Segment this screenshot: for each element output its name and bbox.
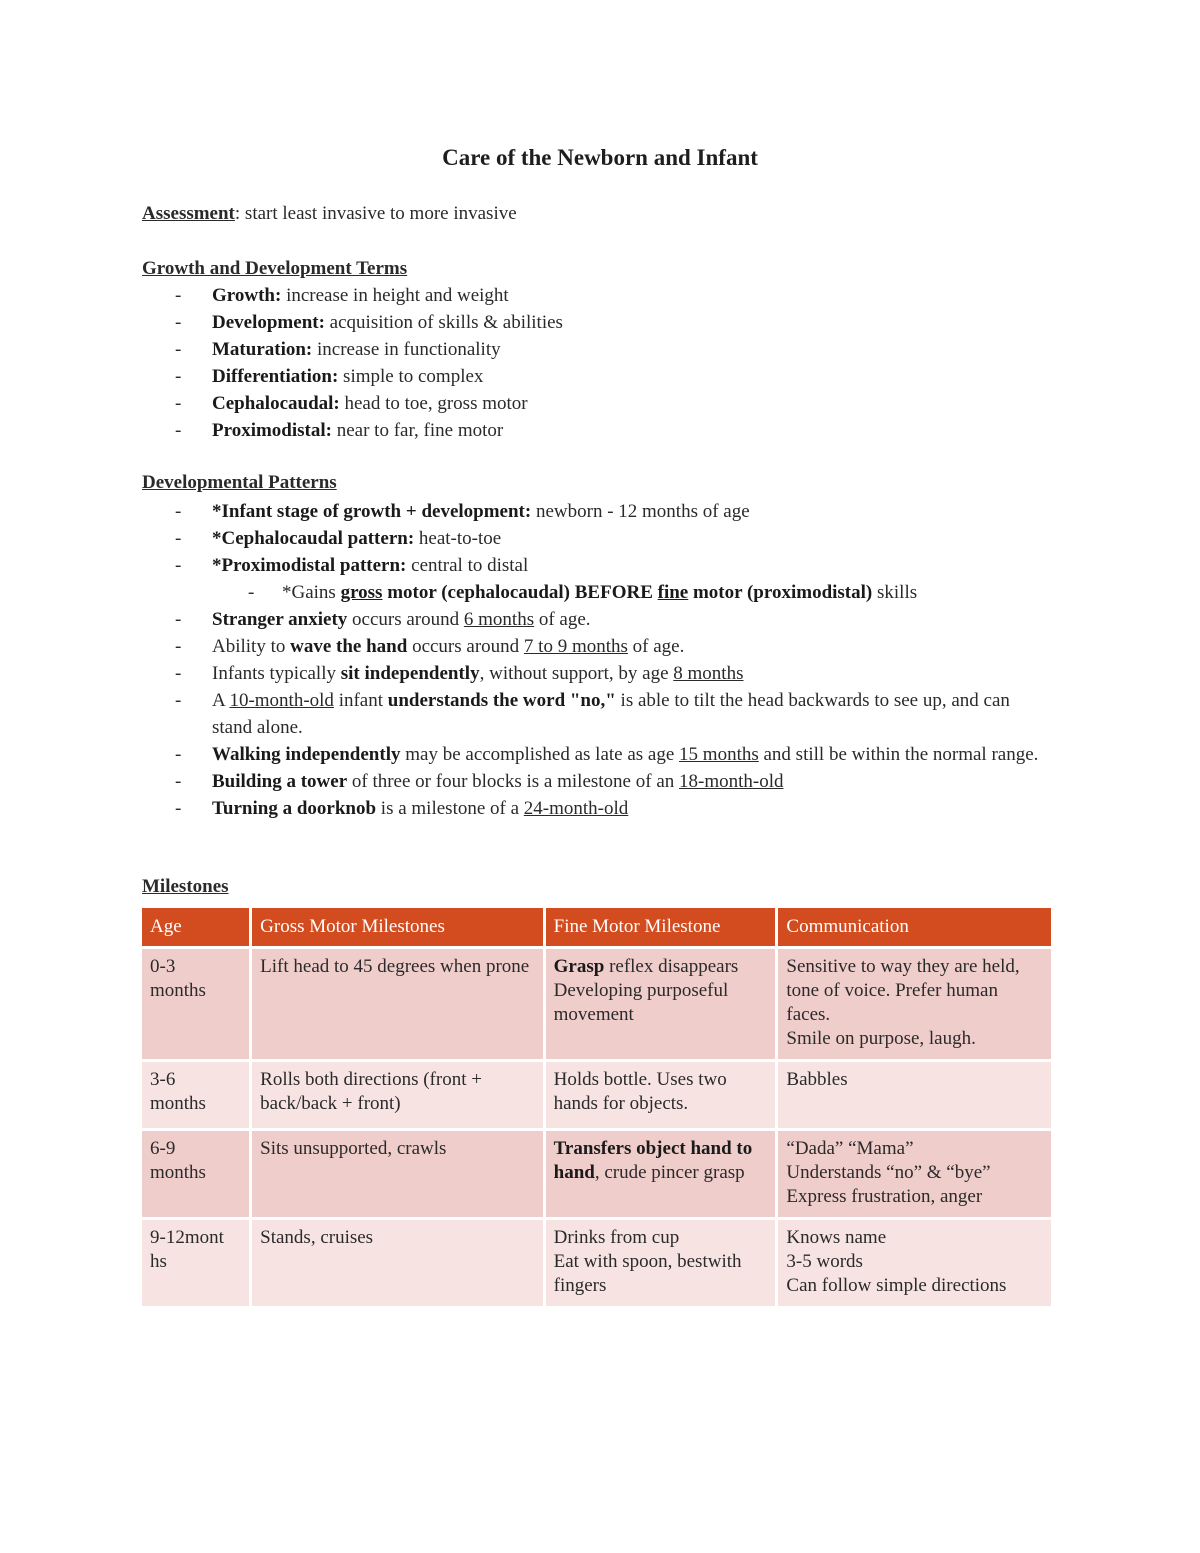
cell-fine-motor: Drinks from cup Eat with spoon, bestwith fingers xyxy=(546,1220,776,1306)
cell-age: 0-3 months xyxy=(142,949,249,1059)
cell-fine-motor: Grasp reflex disappears Developing purposeful movement xyxy=(546,949,776,1059)
cell-gross-motor: Lift head to 45 degrees when prone xyxy=(252,949,542,1059)
assessment-label: Assessment xyxy=(142,203,235,224)
sub-list-item: - *Gains gross motor (cephalocaudal) BEFORE fine motor (proximodistal) skills xyxy=(248,582,918,603)
list-item: - Cephalocaudal: head to toe, gross motor xyxy=(175,393,528,414)
list-item: - Proximodistal: near to far, fine motor xyxy=(175,420,504,441)
cell-age: 9-12mont hs xyxy=(142,1220,249,1306)
table-row xyxy=(142,1062,1051,1128)
column-header-gross-motor: Gross Motor Milestones xyxy=(252,908,542,946)
list-item: - Ability to wave the hand occurs around 7 to 9 months of age. xyxy=(175,636,685,657)
cell-age: 3-6 months xyxy=(142,1062,249,1128)
pattern-list-top xyxy=(142,498,750,579)
cell-gross-motor: Rolls both directions (front + back/back + front) xyxy=(252,1062,542,1128)
list-item: - *Proximodistal pattern: central to distal xyxy=(175,555,529,576)
list-item: - A 10-month-old infant understands the word "no," is able to tilt the head backwards to see up, and can stand alone. xyxy=(175,690,1010,738)
cell-communication: Knows name 3-5 words Can follow simple directions xyxy=(778,1220,1051,1306)
cell-communication: “Dada” “Mama” Understands “no” & “bye” Express frustration, anger xyxy=(778,1131,1051,1217)
cell-communication: Babbles xyxy=(778,1062,1051,1128)
list-item: - Growth: increase in height and weight xyxy=(175,285,509,306)
cell-communication: Sensitive to way they are held, tone of voice. Prefer human faces. Smile on purpose, laugh. xyxy=(778,949,1051,1059)
list-item: - *Cephalocaudal pattern: heat-to-toe xyxy=(175,528,502,549)
list-item: - Differentiation: simple to complex xyxy=(175,366,484,387)
list-item: - Infants typically sit independently, without support, by age 8 months xyxy=(175,663,744,684)
cell-fine-motor: Transfers object hand to hand, crude pincer grasp xyxy=(546,1131,776,1217)
growth-terms-heading: Growth and Development Terms xyxy=(142,258,408,279)
cell-fine-motor: Holds bottle. Uses two hands for objects. xyxy=(546,1062,776,1128)
milestones-table xyxy=(139,905,1054,1309)
list-item: - Maturation: increase in functionality xyxy=(175,339,501,360)
table-header-row xyxy=(142,908,1051,946)
list-item: - *Infant stage of growth + development: newborn - 12 months of age xyxy=(175,501,750,522)
growth-terms-list xyxy=(142,282,563,444)
column-header-fine-motor: Fine Motor Milestone xyxy=(546,908,776,946)
cell-age: 6-9 months xyxy=(142,1131,249,1217)
list-item: - Stranger anxiety occurs around 6 months of age. xyxy=(175,609,591,630)
assessment-line xyxy=(142,203,517,225)
column-header-age: Age xyxy=(142,908,249,946)
developmental-patterns-heading: Developmental Patterns xyxy=(142,472,337,493)
table-row xyxy=(142,1131,1051,1217)
list-item: - Development: acquisition of skills & abilities xyxy=(175,312,563,333)
page-title: Care of the Newborn and Infant xyxy=(442,145,758,170)
pattern-list-bottom xyxy=(142,606,1052,822)
milestones-heading: Milestones xyxy=(142,876,229,897)
table-row xyxy=(142,1220,1051,1306)
cell-gross-motor: Sits unsupported, crawls xyxy=(252,1131,542,1217)
table-row xyxy=(142,949,1051,1059)
list-item: - Building a tower of three or four blocks is a milestone of an 18-month-old xyxy=(175,771,784,792)
cell-gross-motor: Stands, cruises xyxy=(252,1220,542,1306)
list-item: - Walking independently may be accomplished as late as age 15 months and still be within the normal range. xyxy=(175,744,1039,765)
list-item: - Turning a doorknob is a milestone of a 24-month-old xyxy=(175,798,629,819)
assessment-text: : start least invasive to more invasive xyxy=(234,203,517,224)
column-header-communication: Communication xyxy=(778,908,1051,946)
